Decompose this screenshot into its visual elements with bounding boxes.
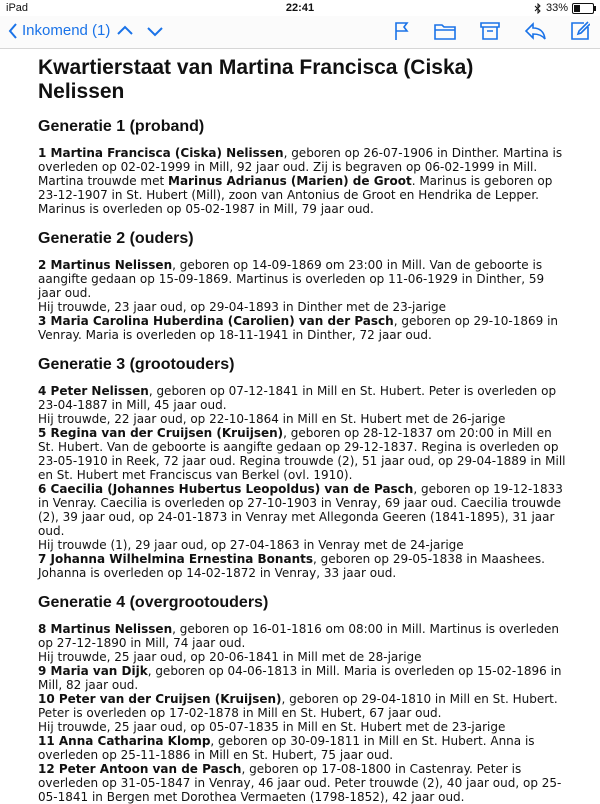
compose-icon [570,21,590,41]
generation-heading: Generatie 2 (ouders) [38,230,194,247]
person-name: 9 Maria van Dijk [38,664,148,678]
genealogy-entry [38,552,566,580]
next-message-button[interactable] [146,22,164,45]
person-name: 4 Peter Nelissen [38,384,149,398]
entry-text: , geboren op 17-08-1800 in Castenray. Peter is overleden op 31-05-1847 in Venray, 46 jaar oud. Peter trouwde (2), 40 jaar oud, op 25-05-1841 in Bergen met Dorothea Vermaeten (1798-1852), 42 jaar oud. [38,762,562,804]
archive-button[interactable] [480,21,500,46]
genealogy-entry [38,426,566,482]
genealogy-entry [38,664,566,692]
person-name: 11 Anna Catharina Klomp [38,734,211,748]
status-bar [0,0,600,16]
entry-text: Hij trouwde, 25 jaar oud, op 05-07-1835 in Mill en St. Hubert met de 23-jarige [38,720,506,734]
person-name: 10 Peter van der Cruijsen (Kruijsen) [38,692,282,706]
chevron-left-icon [8,23,18,39]
reply-icon [524,21,546,41]
battery-icon [572,3,594,14]
person-name: 7 Johanna Wilhelmina Ernestina Bonants [38,552,313,566]
genealogy-entry [38,734,566,762]
entry-text: , geboren op 19-12-1833 in Venray. Caecilia is overleden op 27-10-1903 in Venray, 69 jaar oud. Caecilia trouwde (2), 39 jaar oud, op 24-01-1873 in Venray met Allegonda Geeren (1841-1895), 31 jaar oud. [38,482,563,538]
reply-button[interactable] [524,21,546,46]
back-label: Inkomend (1) [22,22,111,39]
genealogy-entry [38,538,566,552]
entry-text: , geboren op 29-05-1838 in Maashees. Johanna is overleden op 14-02-1872 in Venray, 33 jaar oud. [38,552,545,580]
chevron-down-icon [146,22,164,40]
genealogy-entry [38,720,566,734]
entry-text: , geboren op 26-07-1906 in Dinther. Martina is overleden op 02-02-1999 in Mill, 92 jaar oud. Zij is begraven op 06-02-1999 in Mill. Martina trouwde met [38,146,563,188]
chevron-up-icon [116,22,134,40]
folder-icon [434,21,456,41]
entry-text: , geboren op 29-10-1869 in Venray. Maria is overleden op 18-11-1941 in Dinther, 72 jaar oud. [38,314,559,342]
flag-icon [394,21,410,41]
status-right [534,2,594,14]
battery-percent: 33% [545,2,568,14]
person-name: 2 Martinus Nelissen [38,258,173,272]
entry-text: Hij trouwde (1), 29 jaar oud, op 27-04-1863 in Venray met de 24-jarige [38,538,464,552]
person-name: 1 Martina Francisca (Ciska) Nelissen [38,146,284,160]
entry-text: , geboren op 14-09-1869 om 23:00 in Mill. Van de geboorte is aangifte gedaan op 15-09-1869. Martinus is overleden op 11-06-1929 in Dinther, 59 jaar oud. [38,258,545,300]
entry-text: , geboren op 28-12-1837 om 20:00 in Mill en St. Hubert. Van de geboorte is aangifte gedaan op 29-12-1837. Regina is overleden op 23-05-1910 in Reek, 72 jaar oud. Regina trouwde (2), 51 jaar oud, op 29-04-1889 in Mill en St. Hubert met Franciscus van Berkel (ovl. 1910). [38,426,566,482]
entry-text: Hij trouwde, 25 jaar oud, op 20-06-1841 in Mill met de 28-jarige [38,650,422,664]
entry-text: Hij trouwde, 23 jaar oud, op 29-04-1893 in Dinther met de 23-jarige [38,300,446,314]
generation-heading: Generatie 3 (grootouders) [38,356,235,373]
previous-message-button[interactable] [116,22,134,45]
person-name: 8 Martinus Nelissen [38,622,173,636]
genealogy-entry [38,482,566,538]
genealogy-entry [38,692,566,720]
genealogy-entry [38,412,566,426]
device-label: iPad [6,2,29,14]
battery-level [574,5,580,12]
entry-text: , geboren op 29-04-1810 in Mill en St. Hubert. Peter is overleden op 17-02-1878 in Mill en St. Hubert, 67 jaar oud. [38,692,558,720]
move-to-folder-button[interactable] [434,21,456,46]
compose-button[interactable] [570,21,590,46]
flag-button[interactable] [394,21,410,46]
person-name: 12 Peter Antoon van de Pasch [38,762,242,776]
person-name: 5 Regina van der Cruijsen (Kruijsen) [38,426,284,440]
person-name: 3 Maria Carolina Huberdina (Carolien) van der Pasch [38,314,394,328]
genealogy-entry [38,314,566,342]
entry-text: , geboren op 30-09-1811 in Mill en St. Hubert. Anna is overleden op 25-11-1886 in Mill en St. Hubert, 75 jaar oud. [38,734,535,762]
generation-heading: Generatie 4 (overgrootouders) [38,594,269,611]
generations-container [38,118,566,804]
genealogy-entry [38,384,566,412]
message-body [38,56,566,804]
archive-icon [480,21,500,41]
message-title: Kwartierstaat van Martina Francisca (Ciska) Nelissen [38,56,474,103]
genealogy-entry [38,146,566,216]
person-name: 6 Caecilia (Johannes Hubertus Leopoldus) van de Pasch [38,482,414,496]
person-name: Marinus Adrianus (Marien) de Groot [168,174,412,188]
genealogy-entry [38,650,566,664]
clock: 22:41 [285,2,315,14]
genealogy-entry [38,622,566,650]
genealogy-entry [38,762,566,804]
entry-text: , geboren op 16-01-1816 om 08:00 in Mill. Martinus is overleden op 27-12-1890 in Mill, 74 jaar oud. [38,622,559,650]
entry-text: , geboren op 07-12-1841 in Mill en St. Hubert. Peter is overleden op 23-04-1887 in Mill, 45 jaar oud. [38,384,557,412]
entry-text: Hij trouwde, 22 jaar oud, op 22-10-1864 in Mill en St. Hubert met de 26-jarige [38,412,506,426]
bluetooth-icon [534,3,542,14]
genealogy-entry [38,258,566,300]
back-to-inbox-button[interactable] [8,22,110,39]
genealogy-entry [38,300,566,314]
generation-heading: Generatie 1 (proband) [38,118,205,135]
mail-toolbar [0,16,600,49]
entry-text: . Marinus is geboren op 23-12-1907 in St. Hubert (Mill), zoon van Antonius de Groot en Hendrika de Lepper. Marinus is overleden op 05-02-1987 in Mill, 79 jaar oud. [38,174,553,216]
entry-text: , geboren op 04-06-1813 in Mill. Maria is overleden op 15-02-1896 in Mill, 82 jaar oud. [38,664,562,692]
